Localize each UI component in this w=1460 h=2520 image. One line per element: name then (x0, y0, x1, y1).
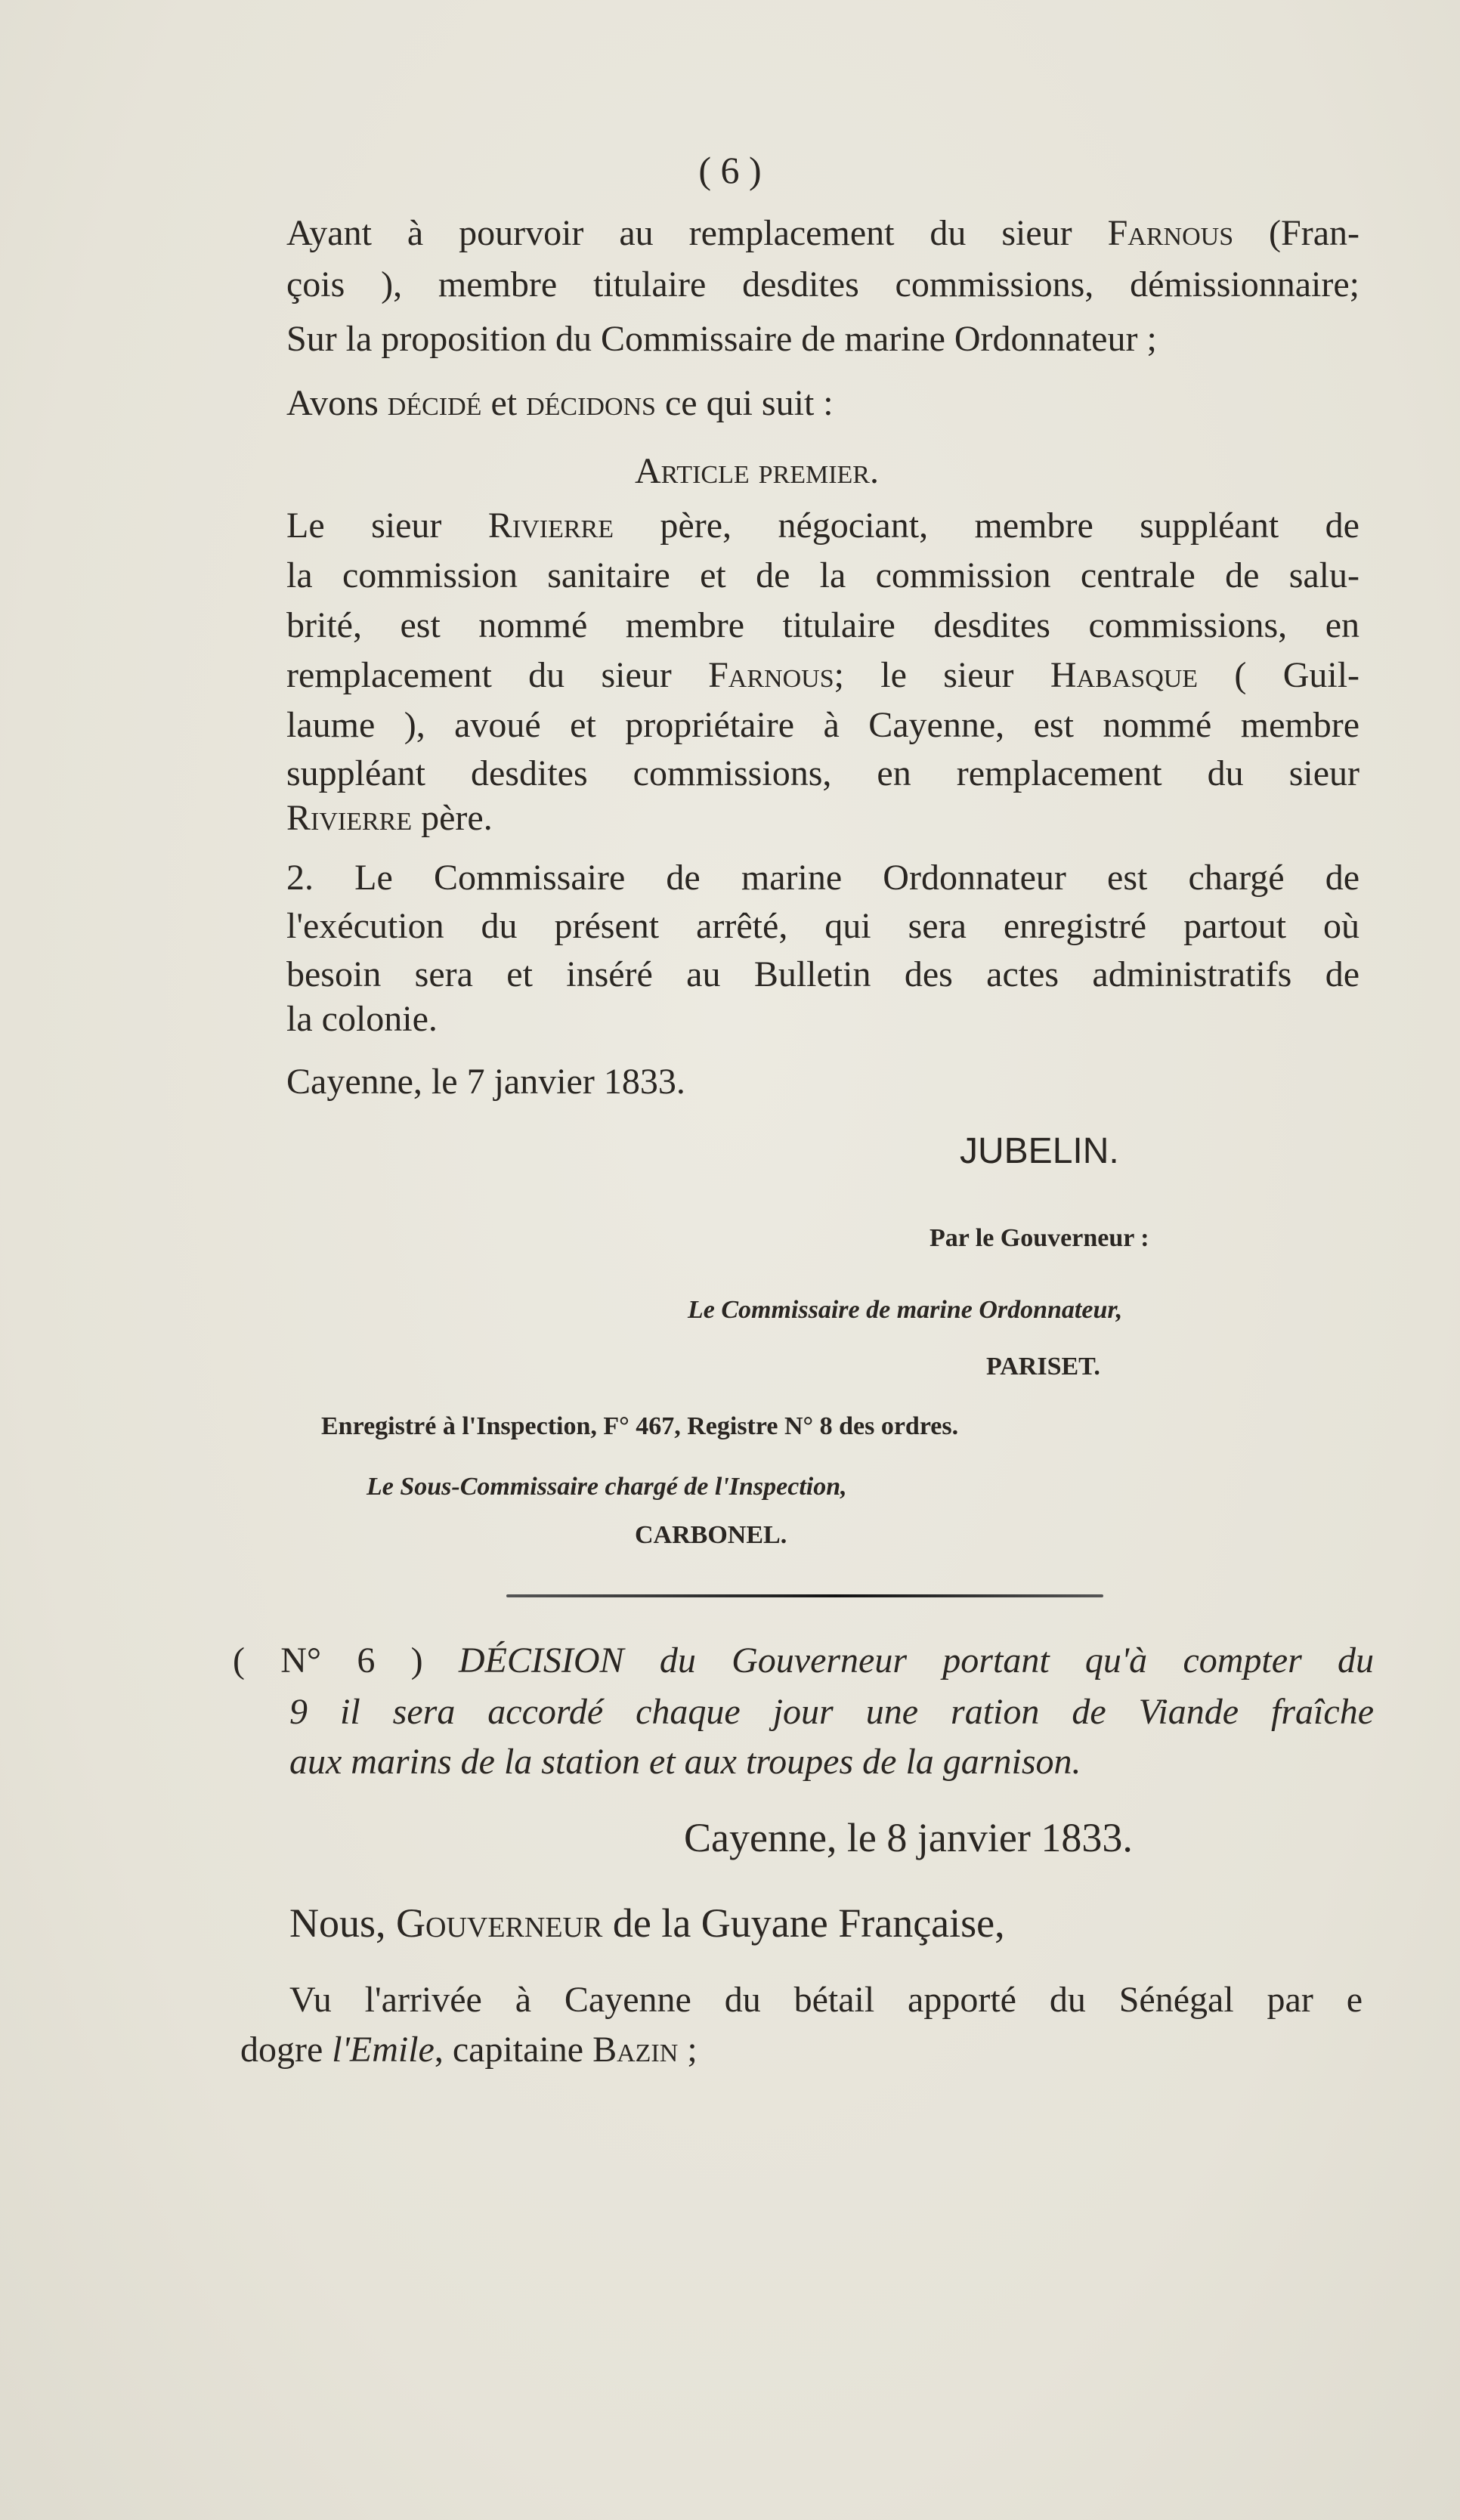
text-segment: Enregistré à l'Inspection, F° 467, Registre N° 8 des ordres. (321, 1412, 959, 1440)
text-line (367, 1464, 1440, 1510)
text-line (289, 1900, 1363, 1946)
text-line (286, 653, 1359, 698)
text-segment: ce qui suit : (655, 383, 834, 423)
text-segment: Rivierre (487, 506, 614, 546)
text-segment: Article premier. (635, 451, 879, 491)
text-segment: Cayenne, le 7 janvier 1833. (286, 1062, 685, 1102)
text-segment: suppléant desdites commissions, en remplacement du sieur (286, 753, 1359, 793)
text-segment: (Fran- (1233, 213, 1360, 253)
text-segment: Farnous (708, 655, 834, 695)
text-segment: CARBONEL. (635, 1521, 787, 1549)
text-segment: brité, est nommé membre titulaire desdites commissions, en (286, 605, 1359, 645)
text-segment: décidé (387, 383, 482, 423)
text-segment: laume ), avoué et propriétaire à Cayenne, est nommé membre (286, 705, 1359, 745)
page-number: ( 6 ) (698, 149, 762, 191)
section-divider (506, 1594, 1103, 1597)
text-segment: décidons (526, 383, 656, 423)
text-segment: Le Sous-Commissaire chargé de l'Inspection, (367, 1473, 847, 1501)
text-segment: l'exécution du présent arrêté, qui sera enregistré partout où (286, 906, 1359, 946)
text-segment: ; (678, 2030, 698, 2070)
text-segment: Farnous (1107, 213, 1234, 253)
text-line (240, 2027, 1313, 2073)
text-line (684, 1815, 1460, 1860)
text-segment: la colonie. (286, 999, 438, 1039)
text-line (286, 855, 1359, 901)
text-line (286, 211, 1359, 256)
text-segment: Habasque (1050, 655, 1199, 695)
text-segment: père. (412, 798, 493, 838)
text-line (286, 603, 1359, 648)
text-segment: Sur la proposition du Commissaire de marine Ordonnateur ; (286, 319, 1157, 359)
text-segment: remplacement du sieur (286, 655, 709, 695)
text-segment: besoin sera et inséré au Bulletin des actes administratifs de (286, 954, 1359, 994)
text-line (286, 796, 1359, 841)
text-line (286, 381, 1359, 426)
text-line (286, 997, 1359, 1042)
text-line (635, 1513, 1460, 1558)
text-segment: aux marins de la station et aux troupes de la garnison. (289, 1742, 1081, 1782)
text-segment: 9 il sera accordé chaque jour une ration de Viande fraîche (289, 1692, 1374, 1732)
text-segment: de la Guyane Française, (602, 1900, 1005, 1946)
text-segment: du Gouverneur portant qu'à compter du (623, 1640, 1375, 1681)
text-line (286, 503, 1359, 549)
text-segment: 2. Le Commissaire de marine Ordonnateur est chargé de (286, 858, 1359, 898)
text-segment: Rivierre (286, 798, 413, 838)
text-segment: JUBELIN. (960, 1131, 1119, 1171)
text-segment: dogre (240, 2030, 333, 2070)
text-line (286, 262, 1359, 308)
text-segment: Le sieur (286, 506, 488, 546)
text-segment: ( Guil- (1198, 655, 1360, 695)
text-line (688, 1288, 1460, 1333)
text-segment: la commission sanitaire et de la commission centrale de salu- (286, 555, 1359, 595)
text-segment: et (481, 383, 527, 423)
text-segment: Vu l'arrivée à Cayenne du bétail apporté du Sénégal par e (289, 1980, 1363, 2020)
text-segment: Ayant à pourvoir au remplacement du sieur (286, 213, 1108, 253)
text-segment: Le Commissaire de marine Ordonnateur, (688, 1296, 1123, 1324)
text-line (289, 1977, 1363, 2023)
text-segment: l'Emile (332, 2030, 435, 2070)
text-line (635, 449, 1460, 494)
text-line (286, 904, 1359, 949)
text-line (986, 1344, 1460, 1390)
text-segment: ; le sieur (834, 655, 1050, 695)
text-line (286, 952, 1359, 997)
text-segment: ( N° 6 ) (233, 1640, 459, 1681)
text-line (233, 1638, 1374, 1684)
text-line (286, 553, 1359, 598)
text-segment: Bazin (592, 2030, 679, 2070)
text-line (286, 703, 1359, 748)
text-line (960, 1129, 1460, 1174)
text-segment: PARISET. (986, 1353, 1100, 1381)
text-segment: Cayenne, le 8 janvier 1833. (684, 1815, 1133, 1860)
text-segment: père, négociant, membre suppléant de (613, 506, 1359, 546)
text-line (321, 1404, 1394, 1449)
text-line (289, 1690, 1374, 1735)
text-segment: Nous, (289, 1900, 397, 1946)
text-segment: DÉCISION (458, 1640, 624, 1681)
text-line (930, 1216, 1460, 1261)
text-segment: Avons (286, 383, 388, 423)
text-segment: , capitaine (434, 2030, 593, 2070)
text-line (286, 751, 1359, 796)
text-segment: Gouverneur (396, 1900, 603, 1946)
text-line (286, 1059, 1359, 1105)
text-line (289, 1739, 1363, 1785)
text-segment: Par le Gouverneur : (930, 1224, 1149, 1252)
text-line (286, 317, 1359, 362)
text-segment: çois ), membre titulaire desdites commissions, démissionnaire; (286, 264, 1359, 305)
